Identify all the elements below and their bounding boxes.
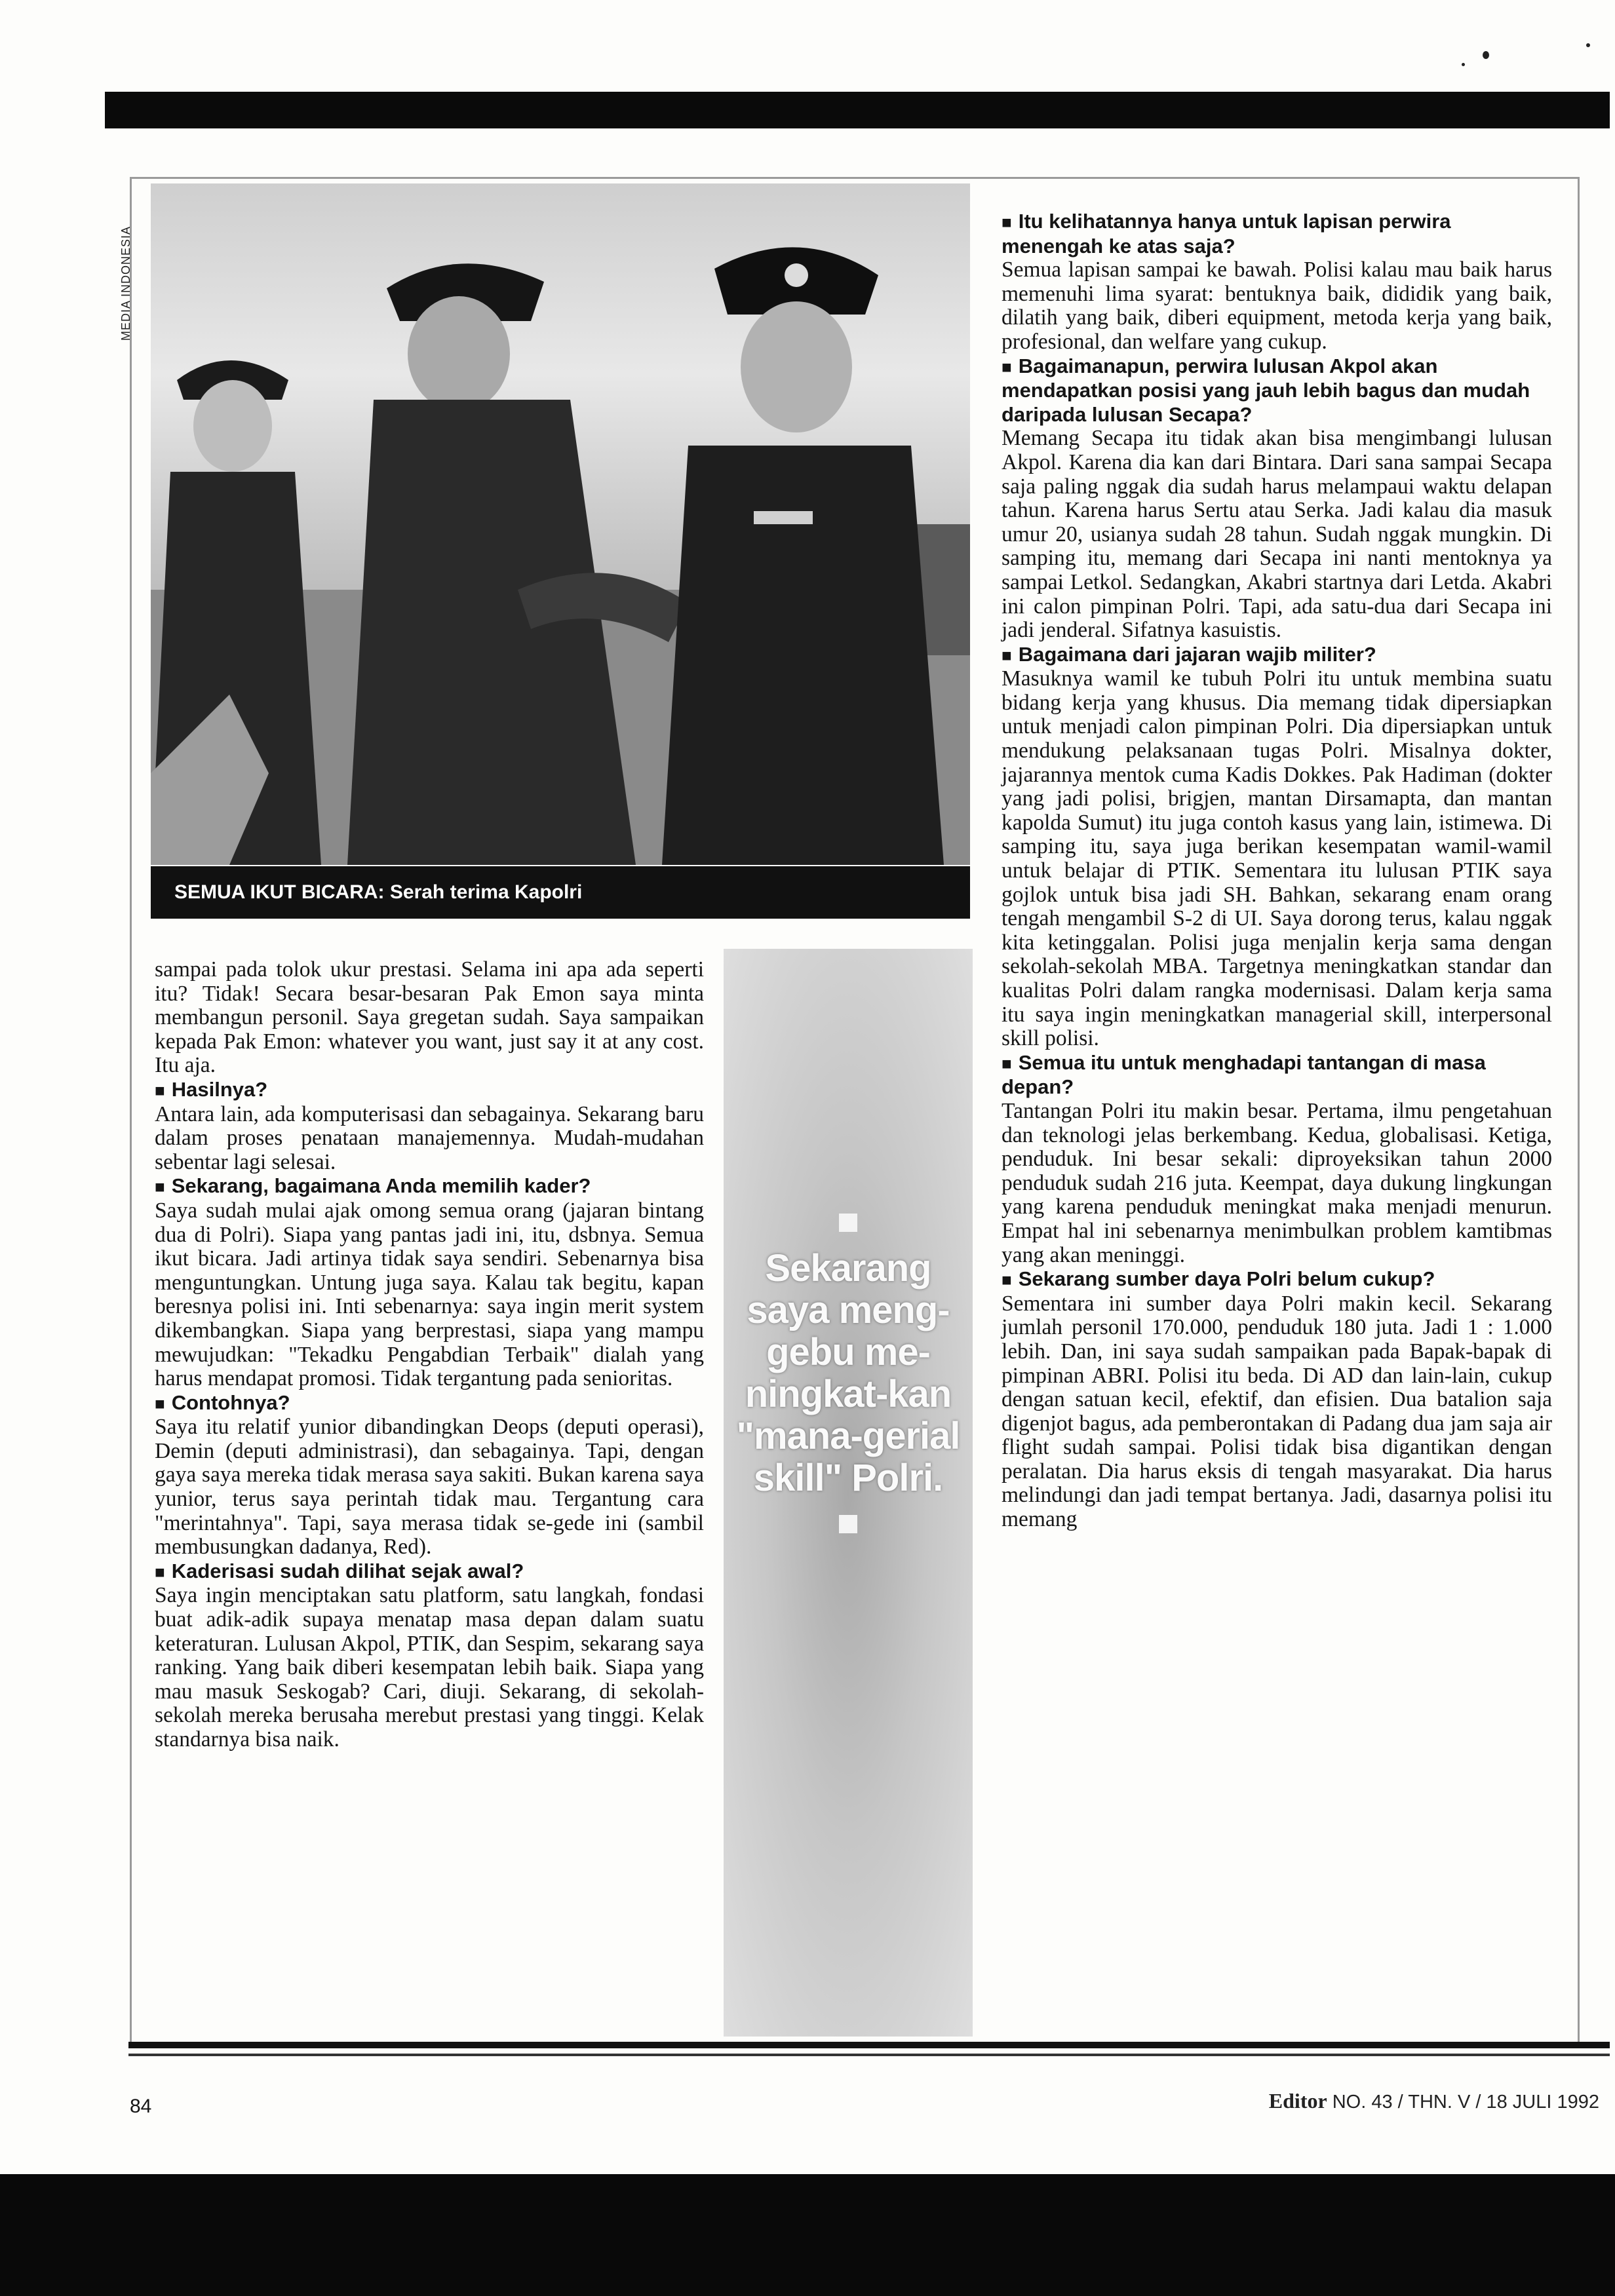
answer-paragraph: Antara lain, ada komputerisasi dan sebagainya. Sekarang baru dalam proses penataan manajemennya. Mudah-mudahan sebentar lagi selesai. <box>155 1101 704 1174</box>
answer-paragraph: Saya itu relatif yunior dibandingkan Deops (deputi operasi), Demin (deputi administrasi), dan sebagainya. Tapi, dengan gaya saya mereka tidak merasa saya sakiti. Bukan karena saya yunior, terus saya perintah tidak mau. Tergantung cara "merintahnya". Tapi, saya merasa tidak se-gede ini (sambil membusungkan dadanya, Red). <box>155 1415 704 1559</box>
interview-question <box>1002 1051 1552 1100</box>
interview-question <box>155 1174 704 1199</box>
interview-question <box>155 1559 704 1584</box>
answer-paragraph: Saya sudah mulai ajak omong semua orang (jajaran bintang dua di Polri). Siapa yang pantas jadi ini, itu, dsbnya. Semua ikut bicara. Jadi artinya tidak saya sendiri. Sebenarnya bisa menguntungkan. Untung juga saya. Kalau tak begitu, kapan beresnya polisi ini. Inti sebenarnya: saya ingin merit system dikembangkan. Siapa yang berprestasi, siapa yang mampu mewujudkan: "Tekadku Pengabdian Terbaik" dialah yang harus mendapat promosi. Tidak tergantung pada senioritas. <box>155 1198 704 1391</box>
pull-quote-text: Sekarang saya meng-gebu me-ningkat-kan "mana-gerial skill" Polri. <box>736 1247 960 1499</box>
top-black-bar <box>105 92 1610 128</box>
square-bullet-icon <box>839 1515 857 1533</box>
interview-question <box>1002 354 1552 427</box>
question-text: Bagaimana dari jajaran wajib militer? <box>1018 642 1376 666</box>
scan-speck <box>1483 51 1489 59</box>
interview-question <box>1002 643 1552 668</box>
scan-speck <box>1586 43 1590 47</box>
square-bullet-icon: ■ <box>155 1393 165 1413</box>
issue-date: NO. 43 / THN. V / 18 JULI 1992 <box>1332 2092 1599 2113</box>
answer-paragraph: Sementara ini sumber daya Polri makin kecil. Sekarang jumlah personil 170.000, penduduk 180 juta. Jadi 1 : 1.000 lebih. Dan, ini saya sudah sampaikan pada Bapak-bapak di pimpinan ABRI. Polisi itu beda. Di AD dan lain-lain, cukup dengan satuan kecil, efektif, dan efisien. Dua batalion saja digenjot bagus, ada pemberontakan di Padang dua jam saja air flight sudah sampai. Polisi tidak bisa digantikan dengan peralatan. Dia harus eksis di tengah masyarakat. Dia harus melindungi dan jadi tempat bertanya. Jadi, dasarnya polisi itu memang <box>1002 1291 1552 1532</box>
answer-paragraph: Memang Secapa itu tidak akan bisa mengimbangi lulusan Akpol. Karena dia kan dari Bintara. Dari sana sampai Secapa saja paling nggak dia sudah harus melampaui waktu delapan tahun. Karena harus Sertu atau Serka. Jadi kalau dia masuk umur 20, usianya sudah 28 tahun. Sudah nggak mungkin. Di samping itu, memang dari Secapa ini nanti mentoknya ya sampai Letkol. Sedangkan, Akabri startnya dari Letda. Akabri ini calon pimpinan Polri. Tapi, ada satu-dua dari Secapa ini jadi jenderal. Sifatnya kasuistis. <box>1002 426 1552 643</box>
square-bullet-icon: ■ <box>1002 212 1012 232</box>
photo-credit: MEDIA INDONESIA <box>119 225 132 341</box>
square-bullet-icon <box>839 1214 857 1232</box>
answer-paragraph: Tantangan Polri itu makin besar. Pertama, ilmu pengetahuan dan teknologi jelas berkembang. Kedua, globalisasi. Ketiga, penduduk. Ini besar sekali: diproyeksikan tahun 2000 penduduk sudah 216 juta. Keempat, daya dukung lingkungan yang karena penduduk meningkat maka menjadi menurun. Empat hal ini sebenarnya menimbulkan problem kamtibmas yang akan meninggi. <box>1002 1098 1552 1267</box>
magazine-name: Editor <box>1268 2089 1327 2113</box>
question-text: Contohnya? <box>171 1390 290 1414</box>
square-bullet-icon: ■ <box>155 1177 165 1197</box>
square-bullet-icon: ■ <box>155 1561 165 1582</box>
square-bullet-icon: ■ <box>155 1080 165 1100</box>
question-text: Bagaimanapun, perwira lulusan Akpol akan mendapatkan posisi yang jauh lebih bagus dan mudah daripada lulusan Secapa? <box>1002 354 1530 426</box>
pull-quote-box <box>724 949 973 2037</box>
interview-question <box>155 1078 704 1103</box>
square-bullet-icon: ■ <box>1002 645 1012 665</box>
question-text: Kaderisasi sudah dilihat sejak awal? <box>171 1559 524 1582</box>
question-text: Itu kelihatannya hanya untuk lapisan perwira menengah ke atas saja? <box>1002 210 1451 258</box>
footer-rule-thin <box>128 2054 1610 2056</box>
square-bullet-icon: ■ <box>1002 356 1012 377</box>
square-bullet-icon: ■ <box>1002 1053 1012 1073</box>
bottom-dark-band <box>0 2174 1615 2296</box>
left-column <box>155 958 704 1752</box>
page-number: 84 <box>130 2095 152 2117</box>
right-column <box>1002 210 1552 1532</box>
answer-paragraph: Semua lapisan sampai ke bawah. Polisi kalau mau baik harus memenuhi lima syarat: bentuknya baik, dididik yang baik, dilatih yang baik, diberi equipment, metoda kerja yang baik, profesional, dan welfare yang cukup. <box>1002 258 1552 354</box>
question-text: Sekarang sumber daya Polri belum cukup? <box>1018 1267 1435 1291</box>
interview-question <box>155 1391 704 1416</box>
answer-paragraph: sampai pada tolok ukur prestasi. Selama ini apa ada seperti itu? Tidak! Secara besar-besaran Pak Emon saya minta membangun personil. Saya gregetan sudah. Saya sampaikan kepada Pak Emon: whatever you want, just say it at any cost. Itu aja. <box>155 957 704 1078</box>
question-text: Semua itu untuk menghadapi tantangan di masa depan? <box>1002 1050 1486 1099</box>
ceremony-photo <box>151 183 970 865</box>
square-bullet-icon: ■ <box>1002 1270 1012 1290</box>
issue-info <box>1269 2089 1599 2113</box>
answer-paragraph: Masuknya wamil ke tubuh Polri itu untuk membina suatu bidang kerja yang khusus. Dia memang tidak dipersiapkan untuk menjadi calon pimpinan Polri. Dia dipersiapkan untuk mendukung pelaksanaan tugas Polri. Misalnya dokter, jajarannya mentok cuma Kadis Dokkes. Pak Hadiman (dokter yang jadi polisi, brigjen, mantan Dirsamapta, dan mantan kapolda Sumut) itu juga contoh kasus yang lain, istimewa. Di samping itu, saya juga berikan kesempatan wamil-wamil untuk belajar di PTIK. Sementara itu lulusan PTIK saya gojlok untuk bisa jadi SH. Bahkan, sekarang enam orang tengah mengambil S-2 di UI. Saya dorong terus, kalau nggak kita ketinggalan. Polisi juga menjalin kerja sama dengan sekolah-sekolah MBA. Targetnya meningkatkan standar dan kualitas Polri dalam rangka modernisasi. Dalam kerja sama itu saya ingin meningkatkan managerial skill, interpersonal skill polisi. <box>1002 666 1552 1051</box>
answer-paragraph: Saya ingin menciptakan satu platform, satu langkah, fondasi buat adik-adik supaya menatap masa depan dalam suatu keteraturan. Lulusan Akpol, PTIK, dan Sespim, sekarang saya ranking. Yang baik diberi kesempatan lebih baik. Siapa yang mau masuk Seskogab? Cari, diuji. Sekarang, di sekolah-sekolah mereka berusaha merebut prestasi yang tinggi. Kelak standarnya bisa naik. <box>155 1583 704 1751</box>
scan-speck <box>1462 63 1465 66</box>
pull-quote <box>724 1198 973 1549</box>
footer-rule <box>128 2042 1610 2048</box>
question-text: Hasilnya? <box>171 1077 268 1101</box>
interview-question <box>1002 1267 1552 1292</box>
interview-question <box>1002 210 1552 258</box>
ceremony-photo-illustration <box>151 183 970 865</box>
question-text: Sekarang, bagaimana Anda memilih kader? <box>171 1174 591 1198</box>
photo-caption: SEMUA IKUT BICARA: Serah terima Kapolri <box>151 866 970 919</box>
